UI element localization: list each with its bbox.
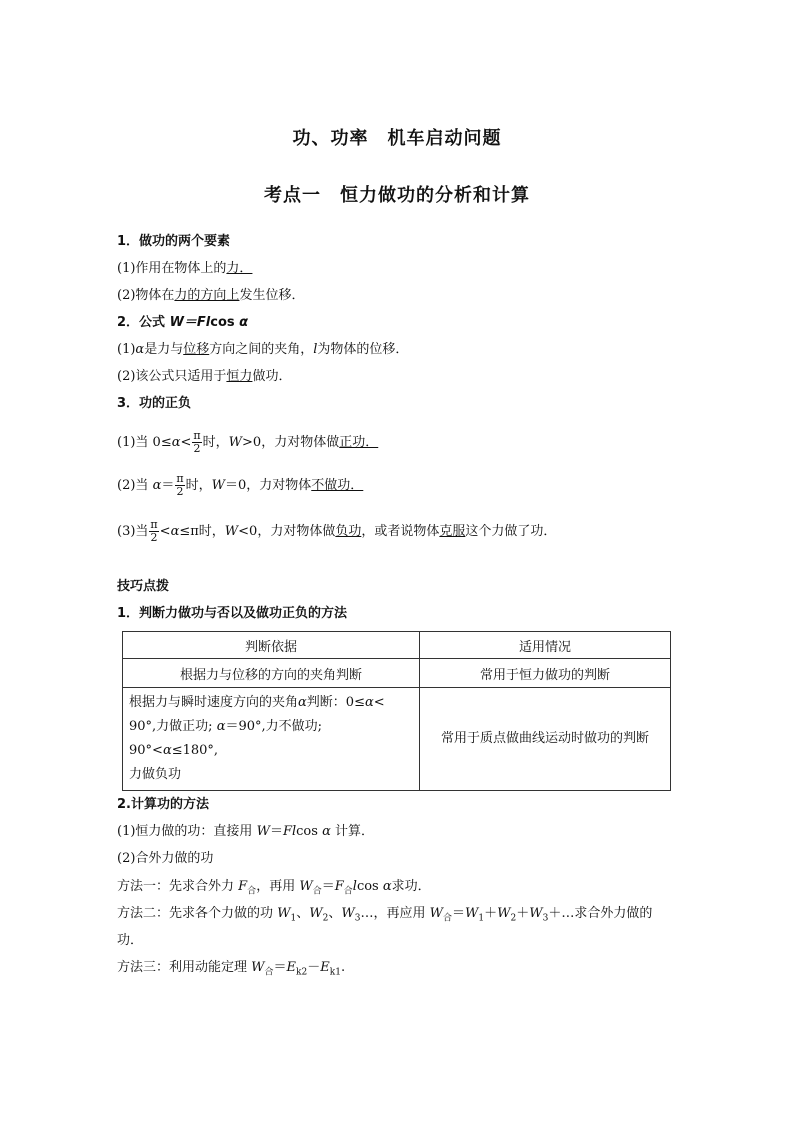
method-two-continued: 功． (117, 933, 144, 948)
tips-heading: 技巧点拨 (117, 579, 170, 594)
table-header-row (123, 632, 671, 659)
pi-over-2-fraction: $\frac{\pi}{2}$ (193, 429, 201, 455)
method-one: 方法一：先求合外力 $F_合$，再用 $W_合=F_合lcos$ α求功． (117, 879, 431, 897)
p3-heading: 3．功的正负 (117, 396, 192, 411)
calc-item2: (2)合外力做的功 (117, 851, 214, 866)
work-judgment-table (122, 631, 671, 791)
table-cell: 常用于恒力做功的判断 (420, 659, 671, 688)
table-cell: 根据力与瞬时速度方向的夹角α判断：0≤α< 90°,力做正功; α＝90°,力不做功; 90°<α≤180°, 力做负功 (123, 688, 420, 791)
p2-item2: (2)该公式只适用于恒力做功． (117, 369, 292, 384)
pi-over-2-fraction: $\frac{\pi}{2}$ (150, 518, 158, 544)
p2-item1: (1)α是力与位移方向之间的夹角，l为物体的位移． (117, 342, 409, 357)
table-cell: 根据力与位移的方向的夹角判断 (123, 659, 420, 688)
p3-item3: (3)当 $\frac{\pi}{2}$ <α≤π时，W<0，力对物体做负功，或者说物体克服这个力做了功． (117, 518, 557, 544)
p1-heading: 1．做功的两个要素 (117, 234, 231, 249)
table-header-cell: 适用情况 (420, 632, 671, 659)
table-row (123, 659, 671, 688)
table-header-cell: 判断依据 (123, 632, 420, 659)
p1-item2: (2)物体在力的方向上发生位移． (117, 288, 305, 303)
p3-item2: (2)当 α＝ $\frac{\pi}{2}$ 时，W＝0，力对物体不做功． (117, 472, 364, 498)
calc-heading: 2.计算功的方法 (117, 797, 209, 812)
method-three: 方法三：利用动能定理 $W_合=E_{k2}-E_{k1}$. (117, 960, 346, 978)
page-title: 功、功率 机车启动问题 (292, 128, 502, 149)
table-cell: 常用于质点做曲线运动时做功的判断 (420, 688, 671, 791)
p1-item1: (1)作用在物体上的力． (117, 261, 253, 276)
p3-item1: (1)当 0≤α< $\frac{\pi}{2}$ 时，W>0，力对物体做正功． (117, 429, 379, 455)
p2-heading: 2．公式 W＝Flcos α (117, 315, 249, 330)
tips-item1: 1．判断力做功与否以及做功正负的方法 (117, 606, 348, 621)
calc-item1: (1)恒力做的功：直接用 W＝Flcos α 计算． (117, 824, 374, 839)
method-two: 方法二：先求各个力做的功 $W_1$、$W_2$、$W_3\dots$，再应用 $W_合=W_1+W_2+W_3+\dots$求合外力做的 (117, 906, 653, 924)
section-title: 考点一 恒力做功的分析和计算 (264, 185, 530, 206)
table-row (123, 688, 671, 791)
pi-over-2-fraction: $\frac{\pi}{2}$ (176, 472, 184, 498)
